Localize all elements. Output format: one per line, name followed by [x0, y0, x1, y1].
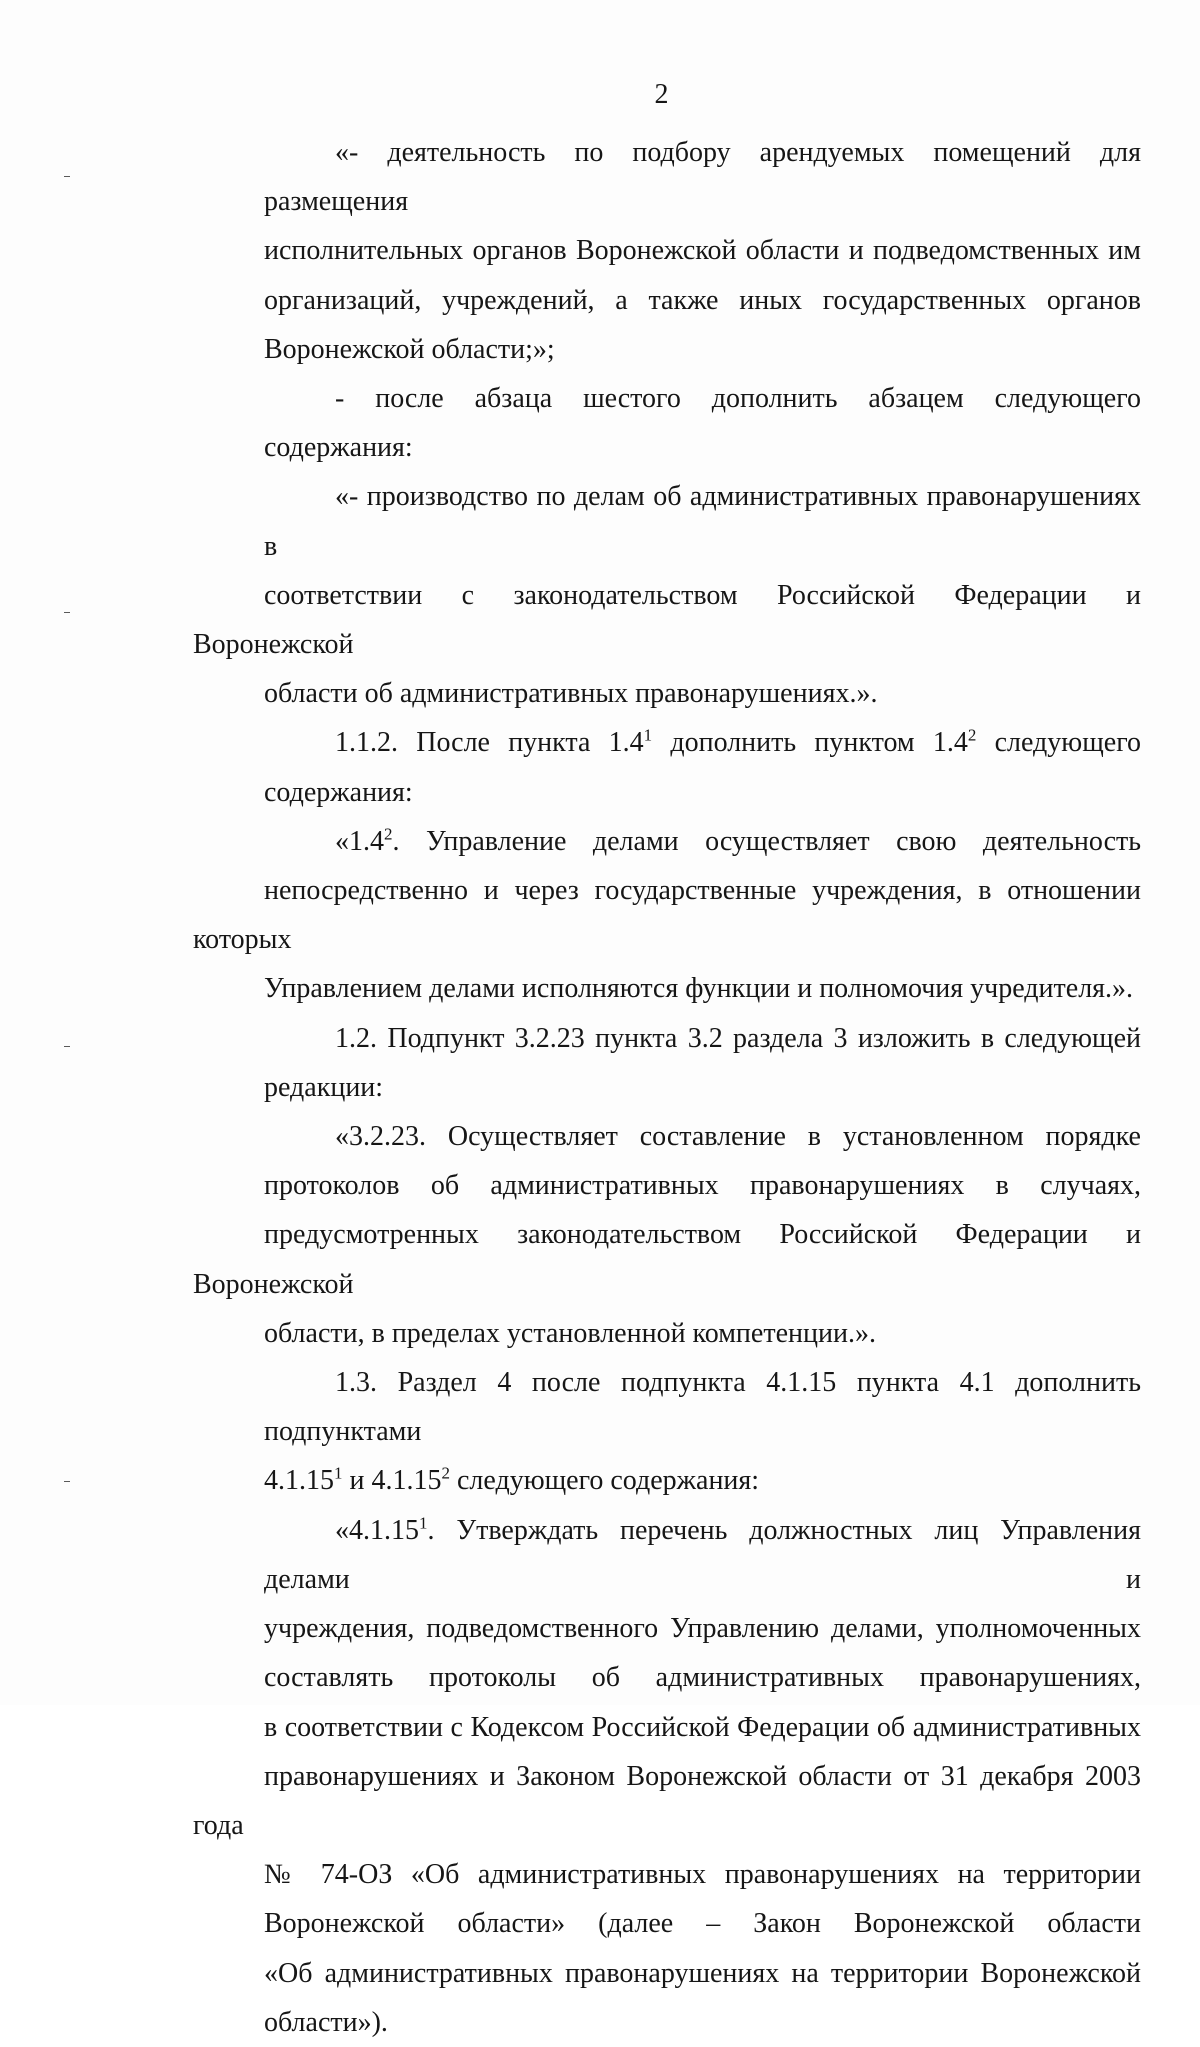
text-line: области»). [264, 2006, 388, 2038]
text-line: в соответствии с Кодексом Российской Федерации об административных [264, 1711, 1141, 1743]
text-fragment: 1.1.2. После пункта 1.4 [335, 727, 644, 759]
superscript: 2 [967, 726, 977, 746]
paragraph-3-2-23 [193, 1112, 1141, 1358]
text-fragment: 4.1.15 [264, 1465, 334, 1497]
text-fragment: «4.1.15 [335, 1514, 419, 1546]
superscript: 1 [643, 726, 653, 746]
document-body [193, 128, 1141, 2047]
text-fragment: дополнить пунктом 1.4 [652, 727, 968, 759]
text-line: области об административных правонарушениях.». [264, 678, 878, 710]
scan-mark [64, 176, 70, 177]
text-line: правонарушениях и Законом Воронежской области от 31 декабря 2003 года [193, 1760, 1141, 1841]
text-line [193, 718, 1141, 767]
text-fragment: и 4.1.15 [342, 1465, 442, 1497]
paragraph-proceedings [193, 472, 1141, 718]
text-line: Воронежской области» (далее – Закон Воронежской области [264, 1908, 1141, 1940]
superscript: 1 [419, 1513, 428, 1533]
text-line [193, 817, 1141, 866]
text-line: Управлением делами исполняются функции и полномочия учредителя.». [264, 973, 1134, 1005]
text-fragment: . Управление делами осуществляет свою деятельность [392, 825, 1141, 857]
superscript: 1 [334, 1464, 343, 1484]
text-line: Воронежской области;»; [264, 333, 555, 365]
paragraph-1-2 [193, 1014, 1141, 1112]
text-line: содержания: [264, 776, 413, 808]
paragraph-4-1-15-1 [193, 1506, 1141, 2047]
text-line: исполнительных органов Воронежской области и подведомственных им [264, 235, 1141, 267]
paragraph-rental-premises [193, 128, 1141, 374]
text-fragment: следующего [976, 727, 1141, 759]
text-line: организаций, учреждений, а также иных государственных органов [264, 284, 1141, 316]
text-fragment: следующего содержания: [449, 1465, 760, 1497]
text-line [193, 1456, 1141, 1505]
text-line: «Об административных правонарушениях на территории Воронежской [264, 1957, 1141, 1989]
paragraph-1-4-2 [193, 817, 1141, 1014]
paragraph-1-1-2 [193, 718, 1141, 816]
paragraph-1-3 [193, 1358, 1141, 1506]
text-line: соответствии с законодательством Российской Федерации и Воронежской [193, 579, 1141, 661]
scan-mark [64, 612, 70, 613]
superscript: 2 [441, 1464, 450, 1484]
text-line: непосредственно и через государственные учреждения, в отношении которых [193, 875, 1141, 956]
text-line: № 74-ОЗ «Об административных правонарушениях на территории [264, 1859, 1141, 1891]
text-fragment: «1.4 [335, 825, 384, 857]
text-line: протоколов об административных правонарушениях в случаях, [264, 1170, 1141, 1202]
text-line: редакции: [264, 1071, 384, 1103]
paragraph-after-sixth [193, 374, 1141, 472]
text-line: области, в пределах установленной компетенции.». [264, 1317, 876, 1349]
text-line: предусмотренных законодательством Российской Федерации и Воронежской [193, 1219, 1141, 1300]
text-fragment: . Утверждать перечень должностных лиц Управления делами и [264, 1514, 1141, 1595]
text-line: «- производство по делам об административных правонарушениях в [264, 481, 1141, 562]
text-line: учреждения, подведомственного Управлению делами, уполномоченных [264, 1613, 1141, 1645]
text-line: «- деятельность по подбору арендуемых помещений для размещения [264, 137, 1141, 218]
page-number: 2 [654, 79, 669, 110]
text-line: «3.2.23. Осуществляет составление в установленном порядке [335, 1121, 1141, 1153]
scan-mark [64, 1481, 70, 1482]
superscript: 2 [384, 824, 393, 844]
text-line: составлять протоколы об административных правонарушениях, [264, 1662, 1141, 1694]
text-line: 1.2. Подпункт 3.2.23 пункта 3.2 раздела 3 изложить в следующей [335, 1022, 1141, 1054]
text-line: 1.3. Раздел 4 после подпункта 4.1.15 пункта 4.1 дополнить подпунктами [264, 1367, 1141, 1448]
text-line: - после абзаца шестого дополнить абзацем следующего содержания: [264, 383, 1141, 464]
text-line [193, 1506, 1141, 1604]
scan-mark [64, 1046, 70, 1047]
